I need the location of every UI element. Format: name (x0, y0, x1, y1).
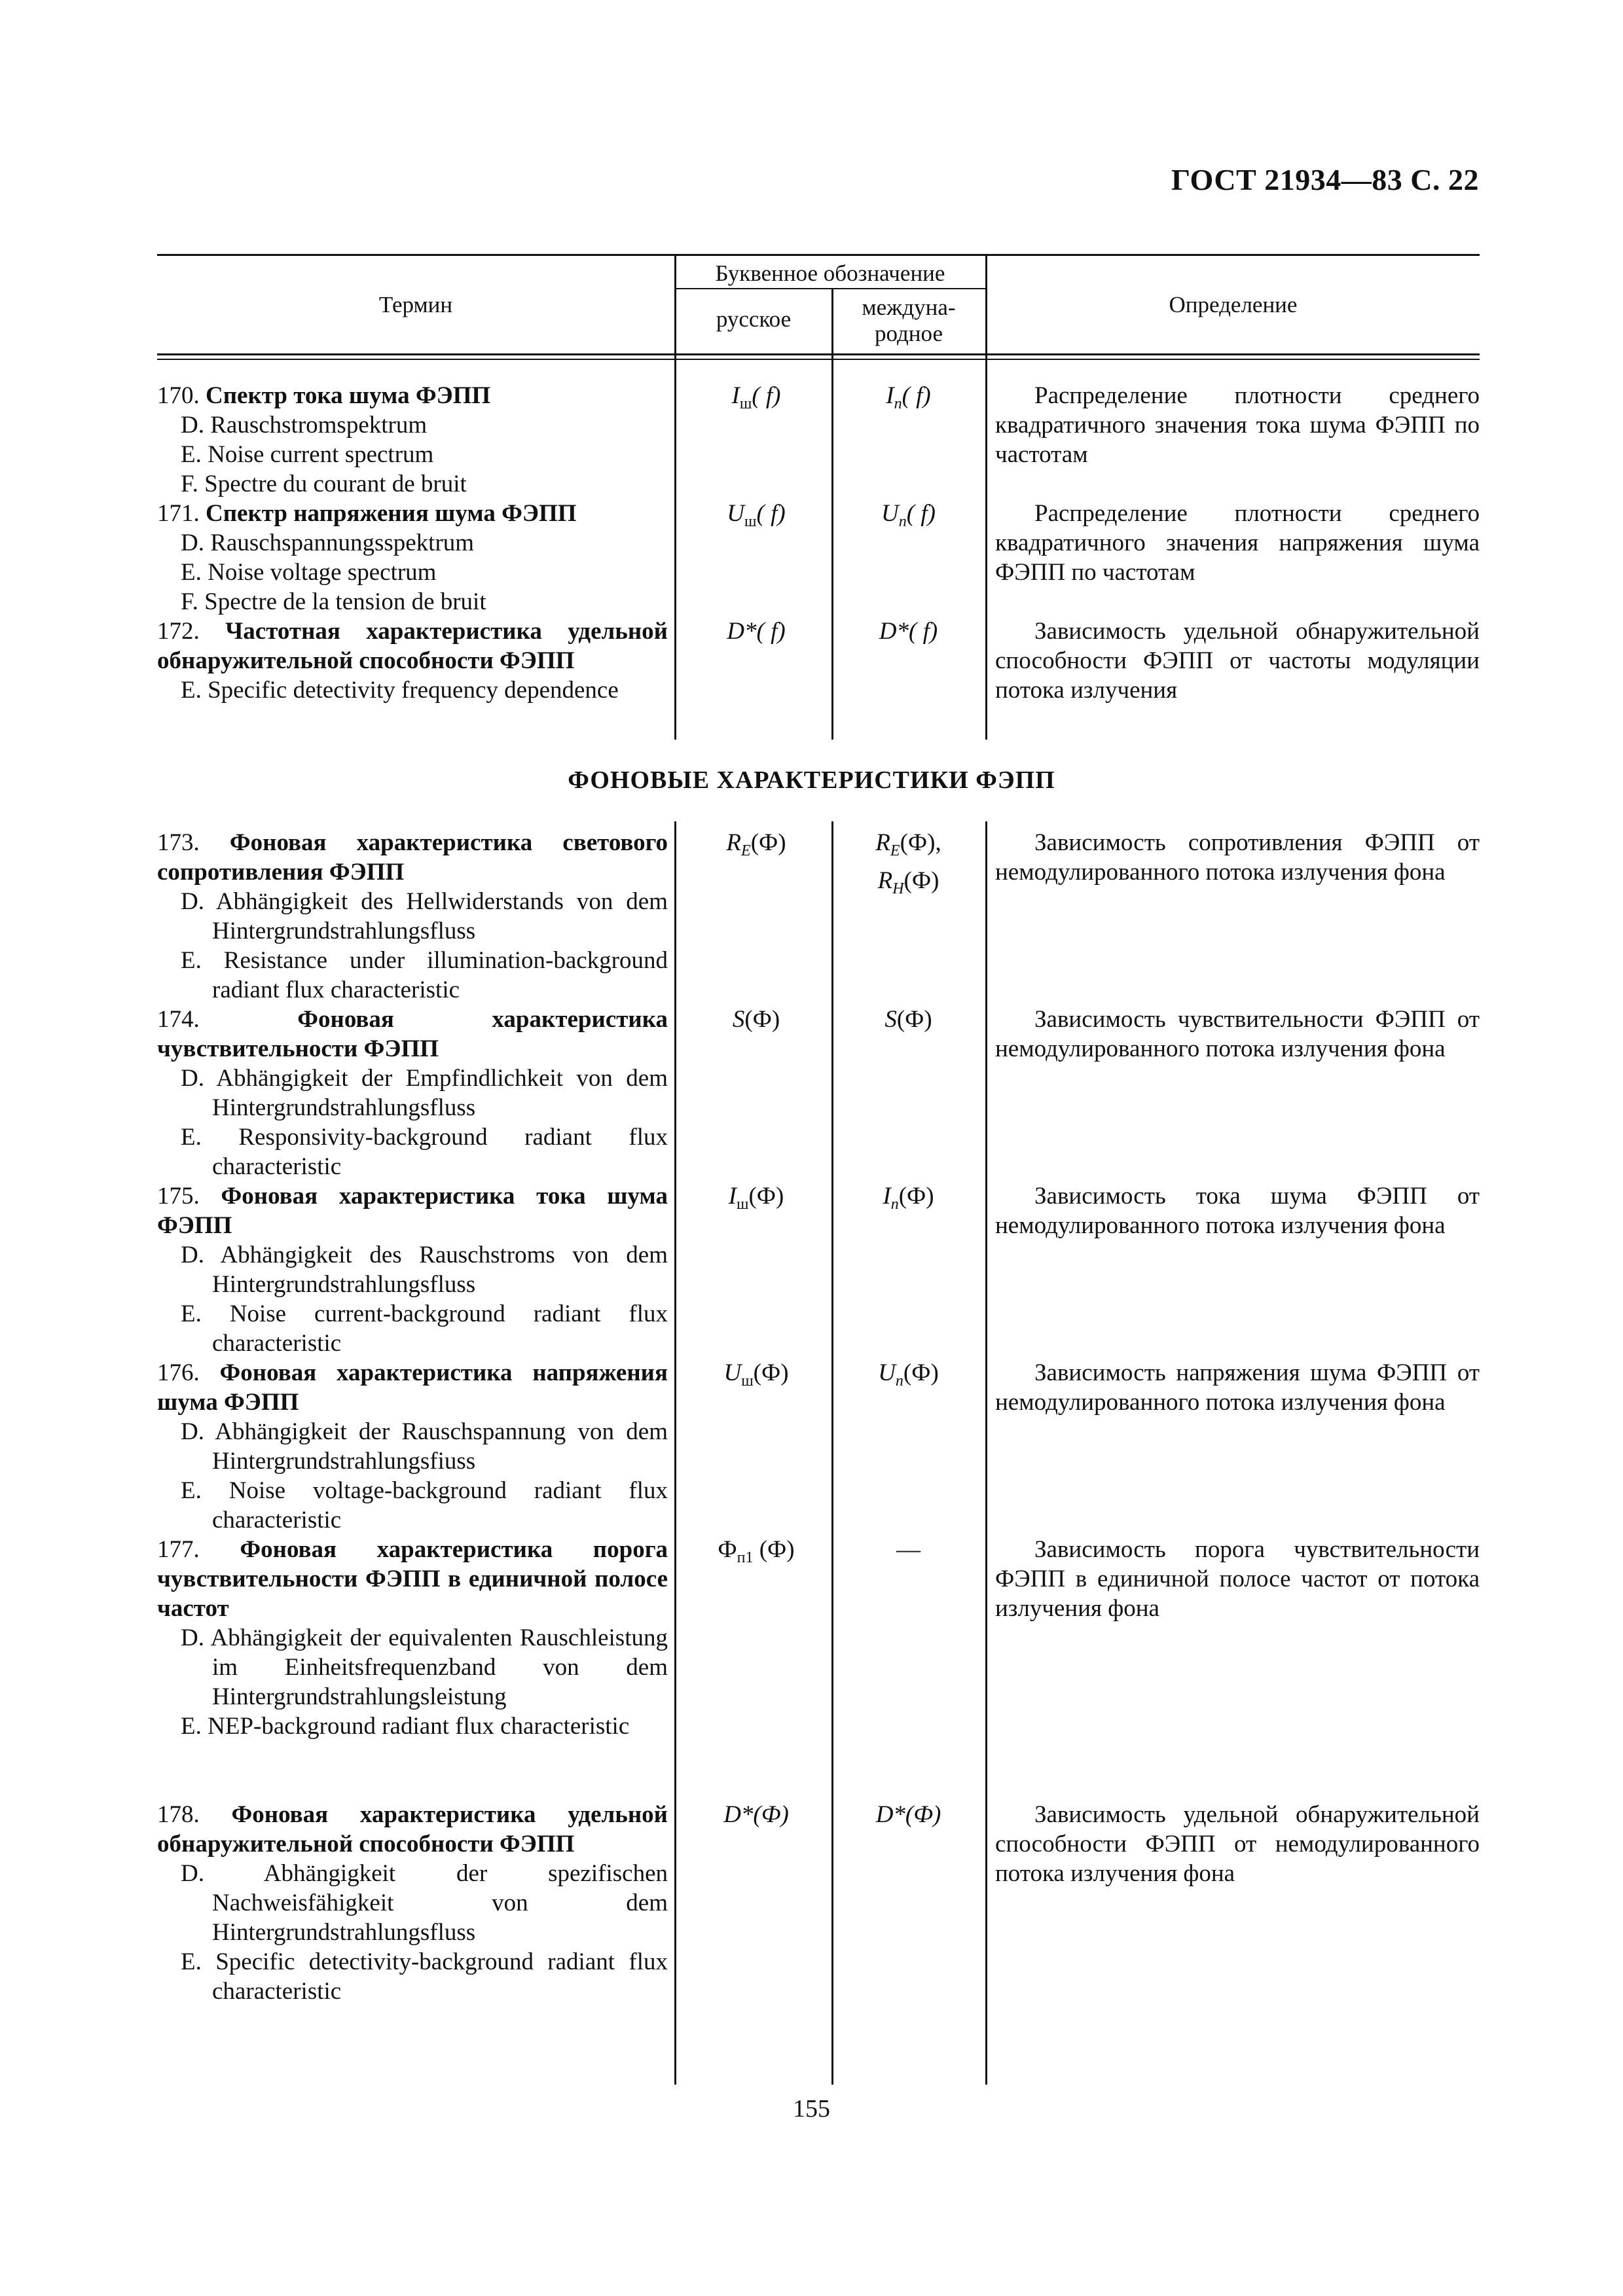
symbol-ru-177: $Ф_{п1}$ (Ф) (718, 1536, 795, 1566)
header-international-line1: междуна- (862, 295, 956, 320)
symbol-intl-173: $R_E(Ф)$, $R_H(Ф)$ (875, 829, 941, 897)
column-rule-3 (985, 255, 987, 740)
header-symbol-group: Буквенное обозначение (715, 260, 945, 286)
table-header-rule-double (157, 359, 1480, 360)
symbol-ru-176: $U_ш(Ф)$ (723, 1359, 789, 1390)
definition-177: Зависимость порога чувствительности ФЭПП в единичной полосе частот от потока излучения фона (995, 1536, 1480, 1622)
term-171: 171. Спектр напряжения шума ФЭПП D. Rauschspannungsspektrum E. Noise voltage spectrum F. Spectre de la tension de bruit (157, 500, 577, 615)
definition-175: Зависимость тока шума ФЭПП от немодулированного потока излучения фона (995, 1183, 1480, 1239)
term-175: 175. Фоновая характеристика тока шума ФЭПП D. Abhängigkeit des Rauschstroms von dem Hintergrundstrahlungsfluss E. Noise current-background radiant flux characteristic (157, 1183, 668, 1357)
term-176: 176. Фоновая характеристика напряжения шума ФЭПП D. Abhängigkeit der Rauschspannung von dem Hintergrundstrahlungsfiuss E. Noise voltage-background radiant flux characteristic (157, 1359, 668, 1534)
definition-172: Зависимость удельной обнаружительной способности ФЭПП от частоты модуляции потока излучения (995, 618, 1480, 704)
symbol-intl-178: D*(Ф) (875, 1801, 941, 1828)
symbol-ru-174: S(Ф) (732, 1006, 780, 1033)
symbol-ru-172: D*( f) (727, 618, 786, 645)
term-173: 173. Фоновая характеристика светового сопротивления ФЭПП D. Abhängigkeit des Hellwiderstands von dem Hintergrundstrahlungsfluss E. Resistance under illumination-background radiant flux characteristic (157, 829, 668, 1003)
term-177: 177. Фоновая характеристика порога чувствительности ФЭПП в единичной полосе частот D. Abhängigkeit der equivalenten Rauschleistung im Einheitsfrequenzband von dem Hintergrundstrahlungsleistung E. NEP-background radiant flux characteristic (157, 1536, 668, 1740)
term-170: 170. Спектр тока шума ФЭПП D. Rauschstromspektrum E. Noise current spectrum F. Spectre du courant de bruit (157, 382, 491, 497)
term-178: 178. Фоновая характеристика удельной обнаружительной способности ФЭПП D. Abhängigkeit der spezifischen Nachweisfähigkeit von dem Hintergrundstrahlungsfluss E. Specific detectivity-background radiant flux characteristic (157, 1801, 668, 2005)
document-code: ГОСТ 21934—83 С. 22 (1171, 163, 1479, 196)
header-russian: русское (716, 306, 792, 332)
header-definition: Определение (1169, 292, 1298, 317)
symbol-ru-171: $U_ш$( f) (727, 500, 786, 530)
definition-178: Зависимость удельной обнаружительной способности ФЭПП от немодулированного потока излучения фона (995, 1801, 1480, 1887)
symbol-ru-170: $I_ш$( f) (731, 382, 781, 412)
table-header-rule (157, 353, 1480, 355)
definition-171: Распределение плотности среднего квадратичного значения напряжения шума ФЭПП по частотам (995, 500, 1480, 586)
table-top-rule (157, 254, 1480, 256)
column-rule-2 (831, 288, 833, 740)
symbol-intl-177: — (896, 1536, 921, 1563)
symbol-intl-172: D*( f) (879, 618, 938, 645)
header-international-line2: родное (875, 321, 943, 346)
header-international (833, 295, 985, 347)
column-rule-1b (674, 821, 676, 2085)
definition-173: Зависимость сопротивления ФЭПП от немодулированного потока излучения фона (995, 829, 1480, 886)
page-number: 155 (793, 2095, 830, 2123)
definition-174: Зависимость чувствительности ФЭПП от немодулированного потока излучения фона (995, 1006, 1480, 1062)
symbol-ru-178: D*(Ф) (723, 1801, 789, 1828)
symbol-intl-175: $I_n(Ф)$ (883, 1183, 934, 1213)
term-174: 174. Фоновая характеристика чувствительности ФЭПП D. Abhängigkeit der Empfindlichkeit von dem Hintergrundstrahlungsfluss E. Responsivity-background radiant flux characteristic (157, 1006, 668, 1180)
symbol-ru-175: $I_ш(Ф)$ (728, 1183, 784, 1213)
symbol-intl-170: $I_n$( f) (886, 382, 931, 412)
column-rule-3b (985, 821, 987, 2085)
symbol-intl-176: $U_n(Ф)$ (878, 1359, 939, 1390)
column-rule-2b (831, 821, 833, 2085)
definition-170: Распределение плотности среднего квадратичного значения тока шума ФЭПП по частотам (995, 382, 1480, 468)
header-term: Термин (378, 292, 453, 317)
symbol-intl-174: S(Ф) (884, 1006, 932, 1033)
definition-176: Зависимость напряжения шума ФЭПП от немодулированного потока излучения фона (995, 1359, 1480, 1416)
section-title: ФОНОВЫЕ ХАРАКТЕРИСТИКИ ФЭПП (568, 766, 1055, 794)
symbol-ru-173: $R_E(Ф)$ (726, 829, 786, 859)
term-172: 172. Частотная характеристика удельной обнаружительной способности ФЭПП E. Specific detectivity frequency dependence (157, 618, 668, 704)
symbol-group-rule (674, 288, 985, 289)
symbol-intl-171: $U_n$( f) (881, 500, 936, 530)
